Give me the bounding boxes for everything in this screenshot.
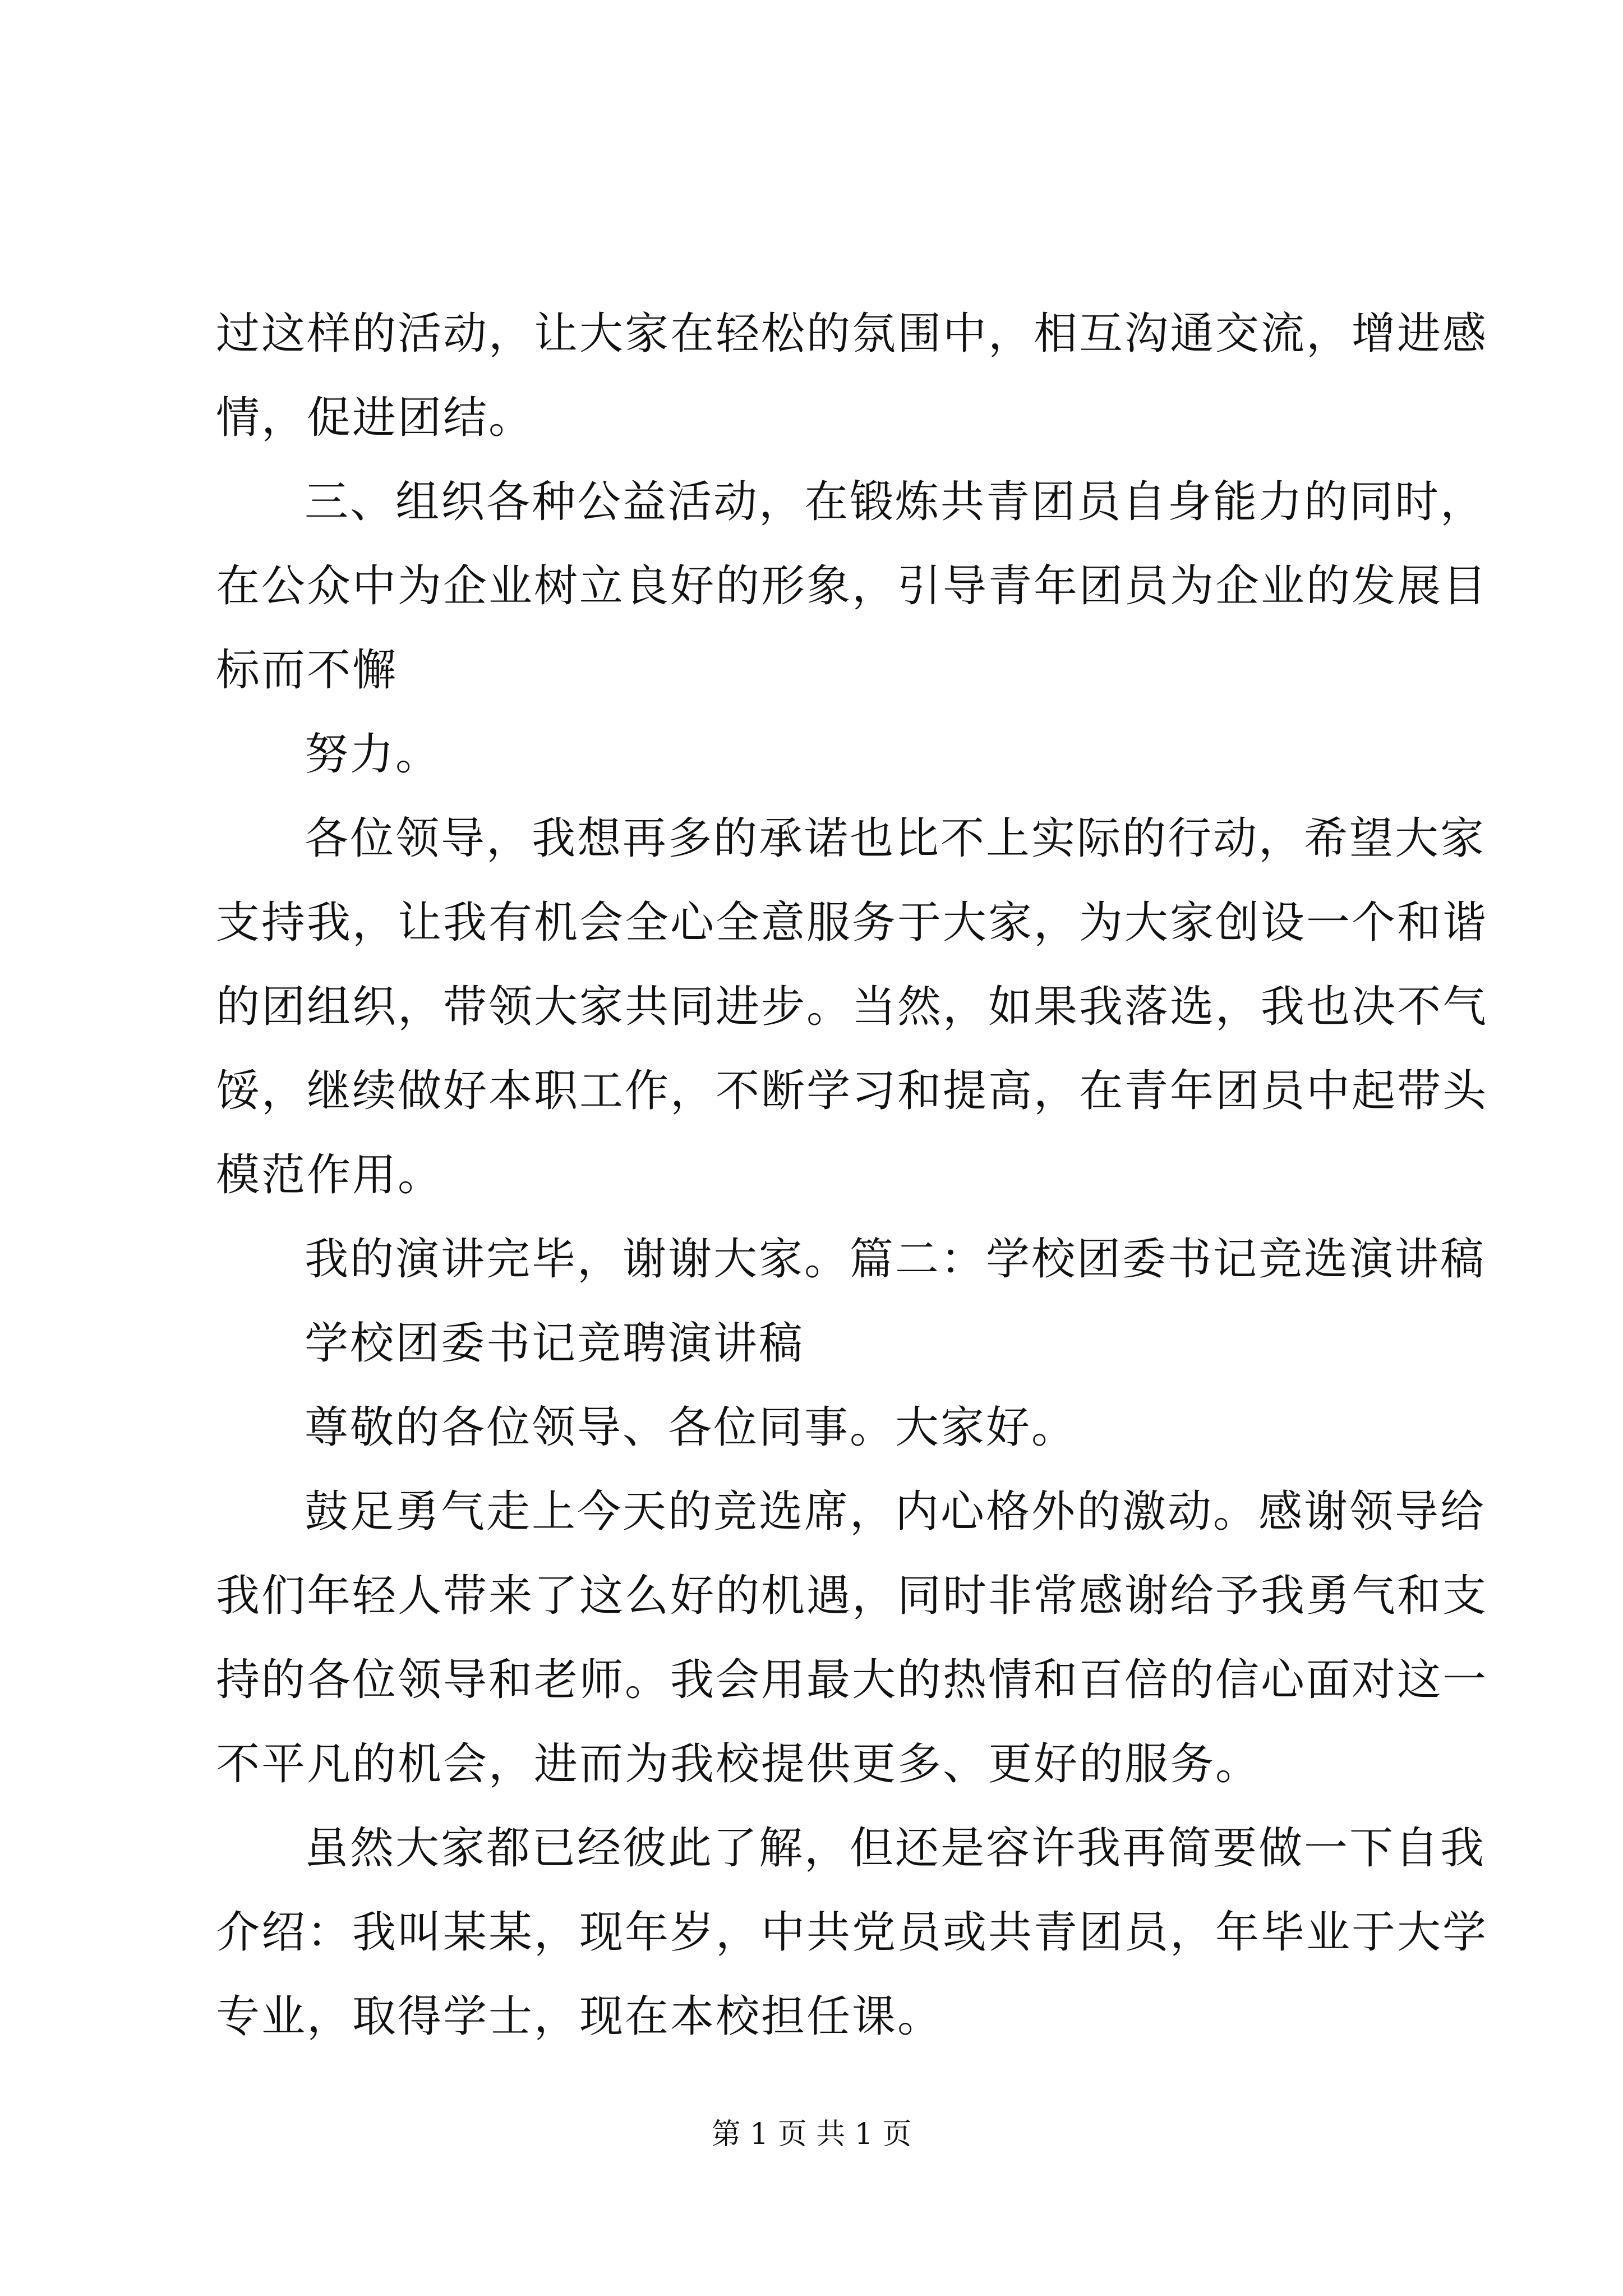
text-line: 的团组织，带领大家共同进步。当然，如果我落选，我也决不气 <box>216 982 1488 1032</box>
text-line: 专业，取得学士，现在本校担任课。 <box>216 1991 943 2042</box>
text-line: 馁，继续做好本职工作，不断学习和提高，在青年团员中起带头 <box>216 1066 1488 1116</box>
text-line: 介绍：我叫某某，现年岁，中共党员或共青团员，年毕业于大学 <box>216 1907 1488 1958</box>
text-line: 持的各位领导和老师。我会用最大的热情和百倍的信心面对这一 <box>216 1655 1488 1705</box>
text-line: 努力。 <box>305 729 441 780</box>
text-line: 情，促进团结。 <box>216 393 534 443</box>
text-line: 不平凡的机会，进而为我校提供更多、更好的服务。 <box>216 1739 1261 1789</box>
text-line: 模范作用。 <box>216 1150 444 1200</box>
text-line: 支持我，让我有机会全心全意服务于大家，为大家创设一个和谐 <box>216 898 1488 948</box>
document-body <box>216 292 1488 2059</box>
text-line: 过这样的活动，让大家在轻松的氛围中，相互沟通交流，增进感 <box>216 309 1488 359</box>
text-line: 三、组织各种公益活动，在锻炼共青团员自身能力的同时， <box>305 477 1486 527</box>
text-line: 我们年轻人带来了这么好的机遇，同时非常感谢给予我勇气和支 <box>216 1571 1488 1621</box>
text-line: 我的演讲完毕，谢谢大家。篇二：学校团委书记竞选演讲稿 <box>305 1234 1486 1285</box>
page-footer: 第 1 页 共 1 页 <box>711 2118 912 2151</box>
text-line: 学校团委书记竞聘演讲稿 <box>305 1318 805 1369</box>
text-line: 尊敬的各位领导、各位同事。大家好。 <box>305 1402 1077 1453</box>
text-line: 虽然大家都已经彼此了解，但还是容许我再简要做一下自我 <box>305 1823 1486 1874</box>
text-line: 标而不懈 <box>216 645 398 696</box>
text-line: 各位领导，我想再多的承诺也比不上实际的行动，希望大家 <box>305 813 1486 864</box>
text-line: 在公众中为企业树立良好的形象，引导青年团员为企业的发展目 <box>216 561 1488 611</box>
text-line: 鼓足勇气走上今天的竞选席，内心格外的激动。感谢领导给 <box>305 1487 1486 1537</box>
